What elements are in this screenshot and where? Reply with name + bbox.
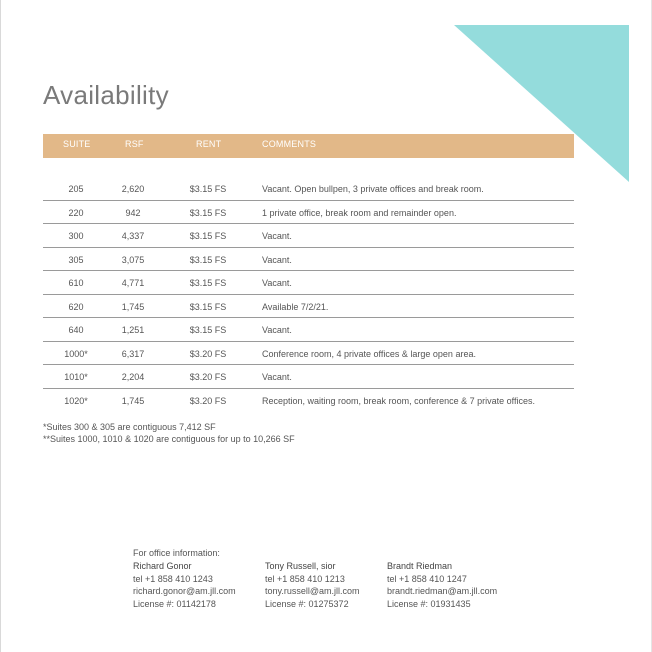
cell-rent: $3.15 FS xyxy=(189,325,227,335)
page-left-border xyxy=(0,0,1,652)
contact-card xyxy=(265,560,360,610)
cell-comment: Available 7/2/21. xyxy=(262,301,329,312)
page-title: Availability xyxy=(43,80,169,110)
cell-comment: Reception, waiting room, break room, conference & 7 private offices. xyxy=(262,395,535,406)
cell-rsf: 3,075 xyxy=(121,254,145,265)
cell-rsf: 1,745 xyxy=(121,395,145,406)
cell-rsf: 2,620 xyxy=(121,184,145,194)
cell-rsf: 942 xyxy=(125,207,141,218)
cell-rsf: 1,745 xyxy=(121,301,145,312)
cell-comment: Conference room, 4 private offices & large open area. xyxy=(262,348,476,359)
table-row xyxy=(43,224,574,248)
cell-rent: $3.15 FS xyxy=(189,231,227,241)
header-rsf: RSF xyxy=(125,139,144,149)
cell-rent: $3.20 FS xyxy=(189,395,227,406)
cell-rsf: 4,771 xyxy=(121,278,145,288)
cell-suite: 205 xyxy=(68,184,84,194)
cell-rent: $3.15 FS xyxy=(189,207,227,218)
cell-rent: $3.15 FS xyxy=(189,254,227,265)
cell-suite: 1020* xyxy=(64,395,88,406)
header-suite: SUITE xyxy=(63,139,91,149)
cell-rent: $3.20 FS xyxy=(189,372,227,382)
table-row xyxy=(43,389,574,413)
cell-comment: Vacant. Open bullpen, 3 private offices and break room. xyxy=(262,184,484,194)
cell-rsf: 1,251 xyxy=(121,325,145,335)
table-row xyxy=(43,365,574,389)
contact-name: Brandt Riedman xyxy=(387,561,453,571)
contact-phone: tel +1 858 410 1213 xyxy=(265,573,345,584)
contact-phone: tel +1 858 410 1247 xyxy=(387,573,467,584)
footnote-contiguous-1000-1020: **Suites 1000, 1010 & 1020 are contiguous for up to 10,266 SF xyxy=(43,434,295,444)
cell-rsf: 6,317 xyxy=(121,348,145,359)
table-row xyxy=(43,342,574,366)
contact-phone: tel +1 858 410 1243 xyxy=(133,573,213,584)
cell-suite: 220 xyxy=(68,207,84,218)
cell-comment: Vacant. xyxy=(262,325,292,335)
footnote-contiguous-300-305: *Suites 300 & 305 are contiguous 7,412 SF xyxy=(43,422,216,432)
table-row xyxy=(43,271,574,295)
table-row xyxy=(43,248,574,272)
contact-license: License #: 01142178 xyxy=(133,598,216,609)
contact-email[interactable]: brandt.riedman@am.jll.com xyxy=(387,586,498,596)
contact-license: License #: 01931435 xyxy=(387,598,471,609)
cell-rent: $3.15 FS xyxy=(189,278,227,288)
table-row xyxy=(43,318,574,342)
cell-rent: $3.15 FS xyxy=(189,301,227,312)
cell-suite: 1010* xyxy=(64,372,88,382)
decorative-corner-triangle xyxy=(454,25,629,182)
cell-comment: Vacant. xyxy=(262,372,292,382)
header-comments: COMMENTS xyxy=(262,139,317,149)
cell-comment: Vacant. xyxy=(262,278,292,288)
cell-rent: $3.20 FS xyxy=(189,348,227,359)
cell-rsf: 4,337 xyxy=(121,231,145,241)
cell-suite: 300 xyxy=(68,231,84,241)
contact-name: Richard Gonor xyxy=(133,561,192,571)
cell-suite: 640 xyxy=(68,325,84,335)
cell-suite: 610 xyxy=(68,278,84,288)
cell-comment: 1 private office, break room and remainder open. xyxy=(262,207,457,218)
table-header xyxy=(43,134,574,158)
footnotes xyxy=(43,421,295,445)
cell-suite: 305 xyxy=(68,254,84,265)
table-row xyxy=(43,201,574,225)
contact-card xyxy=(133,560,236,610)
availability-table xyxy=(43,177,574,412)
contact-intro: For office information: xyxy=(133,548,220,558)
cell-suite: 620 xyxy=(68,301,84,312)
contact-name: Tony Russell, sior xyxy=(265,561,336,571)
table-row xyxy=(43,177,574,201)
header-rent: RENT xyxy=(196,139,222,149)
cell-rsf: 2,204 xyxy=(121,372,145,382)
contact-card xyxy=(387,560,497,610)
cell-suite: 1000* xyxy=(64,348,88,359)
cell-comment: Vacant. xyxy=(262,231,292,241)
contact-license: License #: 01275372 xyxy=(265,598,349,609)
contact-email[interactable]: tony.russell@am.jll.com xyxy=(265,586,360,596)
table-row xyxy=(43,295,574,319)
contact-email[interactable]: richard.gonor@am.jll.com xyxy=(133,586,236,596)
cell-comment: Vacant. xyxy=(262,254,292,265)
cell-rent: $3.15 FS xyxy=(189,184,227,194)
